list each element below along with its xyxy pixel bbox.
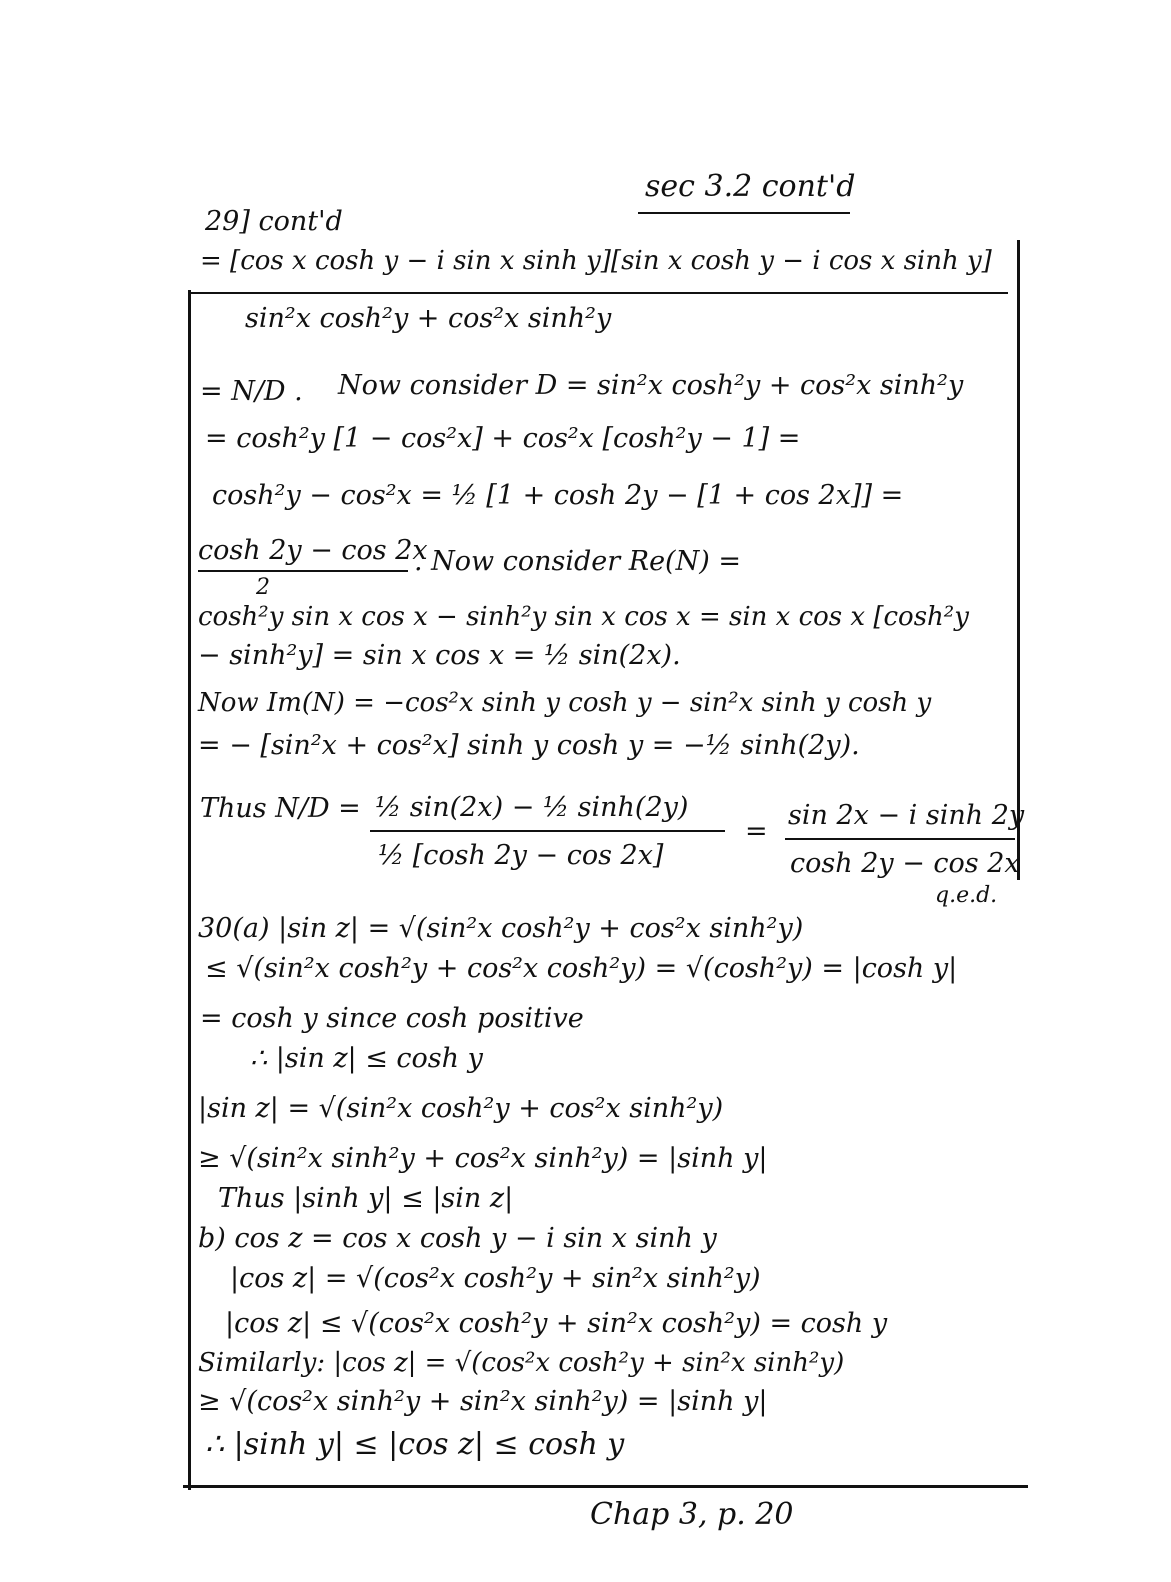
main-fraction-bar (188, 292, 1008, 294)
cosh-line-1: = cosh²y [1 − cos²x] + cos²x [cosh²y − 1] = (205, 423, 801, 454)
expr-numerator: = [cos x cosh y − i sin x sinh y][sin x cosh y − i cos x sinh y] (200, 246, 992, 276)
p30b-line-4: Similarly: |cos z| = √(cos²x cosh²y + sin²x sinh²y) (198, 1348, 845, 1378)
section-heading: sec 3.2 cont'd (645, 169, 856, 204)
frame-bottom-line (183, 1485, 1028, 1488)
p30a-line-2: ≤ √(sin²x cosh²y + cos²x cosh²y) = √(cosh²y) = |cosh y| (205, 953, 958, 984)
page-reference: Chap 3, p. 20 (590, 1497, 794, 1532)
p30a-line-5: |sin z| = √(sin²x cosh²y + cos²x sinh²y) (198, 1093, 724, 1124)
thus-numerator: ½ sin(2x) − ½ sinh(2y) (375, 792, 689, 823)
p30a-line-1: 30(a) |sin z| = √(sin²x cosh²y + cos²x sinh²y) (198, 913, 804, 944)
frame-right-line (1017, 240, 1020, 880)
expr-denominator: sin²x cosh²y + cos²x sinh²y (245, 303, 612, 334)
p30b-line-6: ∴ |sinh y| ≤ |cos z| ≤ cosh y (205, 1427, 625, 1462)
qed-mark: q.e.d. (935, 883, 998, 908)
thus-label: Thus N/D = (200, 793, 361, 824)
equals-sign: = (745, 816, 768, 847)
thus-denominator: ½ [cosh 2y − cos 2x] (378, 840, 664, 871)
p30b-line-2: |cos z| = √(cos²x cosh²y + sin²x sinh²y) (230, 1263, 761, 1294)
re-line-1: cosh²y sin x cos x − sinh²y sin x cos x = sin x cos x [cosh²y (198, 602, 969, 632)
frame-left-line (188, 290, 191, 1490)
im-line-2: = − [sin²x + cos²x] sinh y cosh y = −½ sinh(2y). (198, 730, 860, 761)
frac-numerator: cosh 2y − cos 2x (198, 535, 428, 566)
p30a-line-6: ≥ √(sin²x sinh²y + cos²x sinh²y) = |sinh y| (198, 1143, 768, 1174)
now-consider-d: Now consider D = sin²x cosh²y + cos²x sinh²y (338, 370, 964, 401)
section-underline (638, 212, 850, 214)
problem-29-label: 29] cont'd (205, 206, 343, 237)
p30b-line-5: ≥ √(cos²x sinh²y + sin²x sinh²y) = |sinh y| (198, 1386, 768, 1417)
p30b-line-3: |cos z| ≤ √(cos²x cosh²y + sin²x cosh²y) = cosh y (225, 1308, 888, 1339)
im-line-1: Now Im(N) = −cos²x sinh y cosh y − sin²x sinh y cosh y (198, 688, 932, 718)
n-over-d: = N/D . (200, 376, 303, 407)
re-line-2: − sinh²y] = sin x cos x = ½ sin(2x). (198, 640, 681, 671)
result-numerator: sin 2x − i sinh 2y (788, 800, 1025, 831)
frac-bar (198, 570, 408, 572)
p30a-line-3: = cosh y since cosh positive (200, 1003, 584, 1034)
thus-fraction-bar (370, 830, 725, 832)
result-denominator: cosh 2y − cos 2x (790, 848, 1020, 879)
frac-denominator: 2 (256, 575, 270, 600)
p30a-line-7: Thus |sinh y| ≤ |sin z| (218, 1183, 514, 1214)
p30b-line-1: b) cos z = cos x cosh y − i sin x sinh y (198, 1223, 717, 1254)
now-consider-re: . Now consider Re(N) = (414, 546, 741, 577)
p30a-line-4: ∴ |sin z| ≤ cosh y (250, 1043, 483, 1074)
result-fraction-bar (785, 838, 1015, 840)
cosh-line-2: cosh²y − cos²x = ½ [1 + cosh 2y − [1 + cos 2x]] = (212, 480, 904, 511)
